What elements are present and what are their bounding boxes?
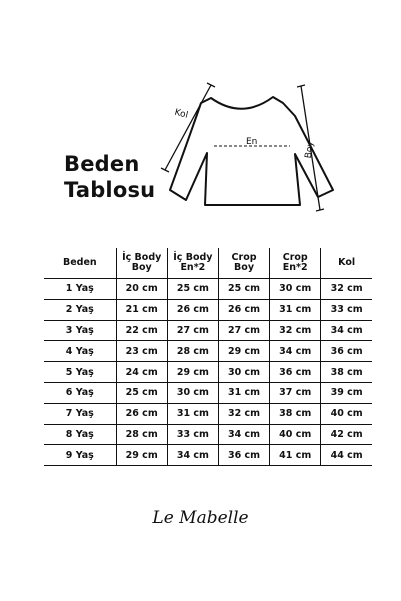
column-header: İç Body Boy xyxy=(116,248,167,279)
measurement-cell: 36 cm xyxy=(270,362,321,383)
table-row xyxy=(44,445,372,466)
measurement-cell: 34 cm xyxy=(321,320,372,341)
sleeve-label: Kol xyxy=(173,107,189,121)
measurement-cell: 31 cm xyxy=(167,403,218,424)
column-header: Crop En*2 xyxy=(270,248,321,279)
measurement-cell: 40 cm xyxy=(270,424,321,445)
size-cell: 9 Yaş xyxy=(44,445,116,466)
measurement-cell: 42 cm xyxy=(321,424,372,445)
measurement-cell: 28 cm xyxy=(116,424,167,445)
measurement-cell: 27 cm xyxy=(218,320,269,341)
measurement-cell: 40 cm xyxy=(321,403,372,424)
measurement-cell: 36 cm xyxy=(321,341,372,362)
measurement-cell: 31 cm xyxy=(270,299,321,320)
column-header: Kol xyxy=(321,248,372,279)
length-label: Boy xyxy=(303,140,317,160)
table-row xyxy=(44,320,372,341)
column-header: İç Body En*2 xyxy=(167,248,218,279)
size-cell: 5 Yaş xyxy=(44,362,116,383)
measurement-cell: 33 cm xyxy=(321,299,372,320)
measurement-cell: 39 cm xyxy=(321,382,372,403)
width-label: En xyxy=(246,137,258,147)
measurement-cell: 30 cm xyxy=(270,279,321,300)
measurement-cell: 29 cm xyxy=(167,362,218,383)
size-cell: 1 Yaş xyxy=(44,279,116,300)
measurement-cell: 36 cm xyxy=(218,445,269,466)
size-cell: 4 Yaş xyxy=(44,341,116,362)
measurement-cell: 22 cm xyxy=(116,320,167,341)
measurement-cell: 31 cm xyxy=(218,382,269,403)
measurement-cell: 29 cm xyxy=(218,341,269,362)
size-cell: 7 Yaş xyxy=(44,403,116,424)
size-cell: 8 Yaş xyxy=(44,424,116,445)
table-row xyxy=(44,362,372,383)
size-cell: 2 Yaş xyxy=(44,299,116,320)
measurement-cell: 29 cm xyxy=(116,445,167,466)
table-row xyxy=(44,341,372,362)
measurement-cell: 25 cm xyxy=(167,279,218,300)
size-cell: 3 Yaş xyxy=(44,320,116,341)
measurement-cell: 24 cm xyxy=(116,362,167,383)
measurement-cell: 25 cm xyxy=(116,382,167,403)
measurement-cell: 30 cm xyxy=(218,362,269,383)
column-header: Beden xyxy=(44,248,116,279)
measurement-cell: 44 cm xyxy=(321,445,372,466)
table-row xyxy=(44,279,372,300)
measurement-cell: 38 cm xyxy=(270,403,321,424)
table-header-row xyxy=(44,248,372,279)
measurement-cell: 34 cm xyxy=(218,424,269,445)
measurement-cell: 27 cm xyxy=(167,320,218,341)
table-row xyxy=(44,382,372,403)
title-line-1: Beden xyxy=(64,152,140,176)
measurement-cell: 37 cm xyxy=(270,382,321,403)
table-row xyxy=(44,424,372,445)
brand-logo: Le Mabelle xyxy=(152,508,249,528)
title-line-2: Tablosu xyxy=(64,178,156,202)
measurement-cell: 26 cm xyxy=(218,299,269,320)
measurement-cell: 26 cm xyxy=(167,299,218,320)
measurement-cell: 32 cm xyxy=(218,403,269,424)
garment-diagram xyxy=(0,0,401,230)
table-row xyxy=(44,299,372,320)
measurement-cell: 38 cm xyxy=(321,362,372,383)
measurement-cell: 20 cm xyxy=(116,279,167,300)
measurement-cell: 23 cm xyxy=(116,341,167,362)
measurement-cell: 41 cm xyxy=(270,445,321,466)
measurement-cell: 34 cm xyxy=(167,445,218,466)
column-header: Crop Boy xyxy=(218,248,269,279)
size-cell: 6 Yaş xyxy=(44,382,116,403)
measurement-cell: 28 cm xyxy=(167,341,218,362)
measurement-cell: 25 cm xyxy=(218,279,269,300)
table-row xyxy=(44,403,372,424)
measurement-cell: 21 cm xyxy=(116,299,167,320)
measurement-cell: 34 cm xyxy=(270,341,321,362)
measurement-cell: 32 cm xyxy=(270,320,321,341)
measurement-cell: 33 cm xyxy=(167,424,218,445)
measurement-cell: 30 cm xyxy=(167,382,218,403)
measurement-cell: 32 cm xyxy=(321,279,372,300)
measurement-cell: 26 cm xyxy=(116,403,167,424)
size-table xyxy=(44,248,372,466)
